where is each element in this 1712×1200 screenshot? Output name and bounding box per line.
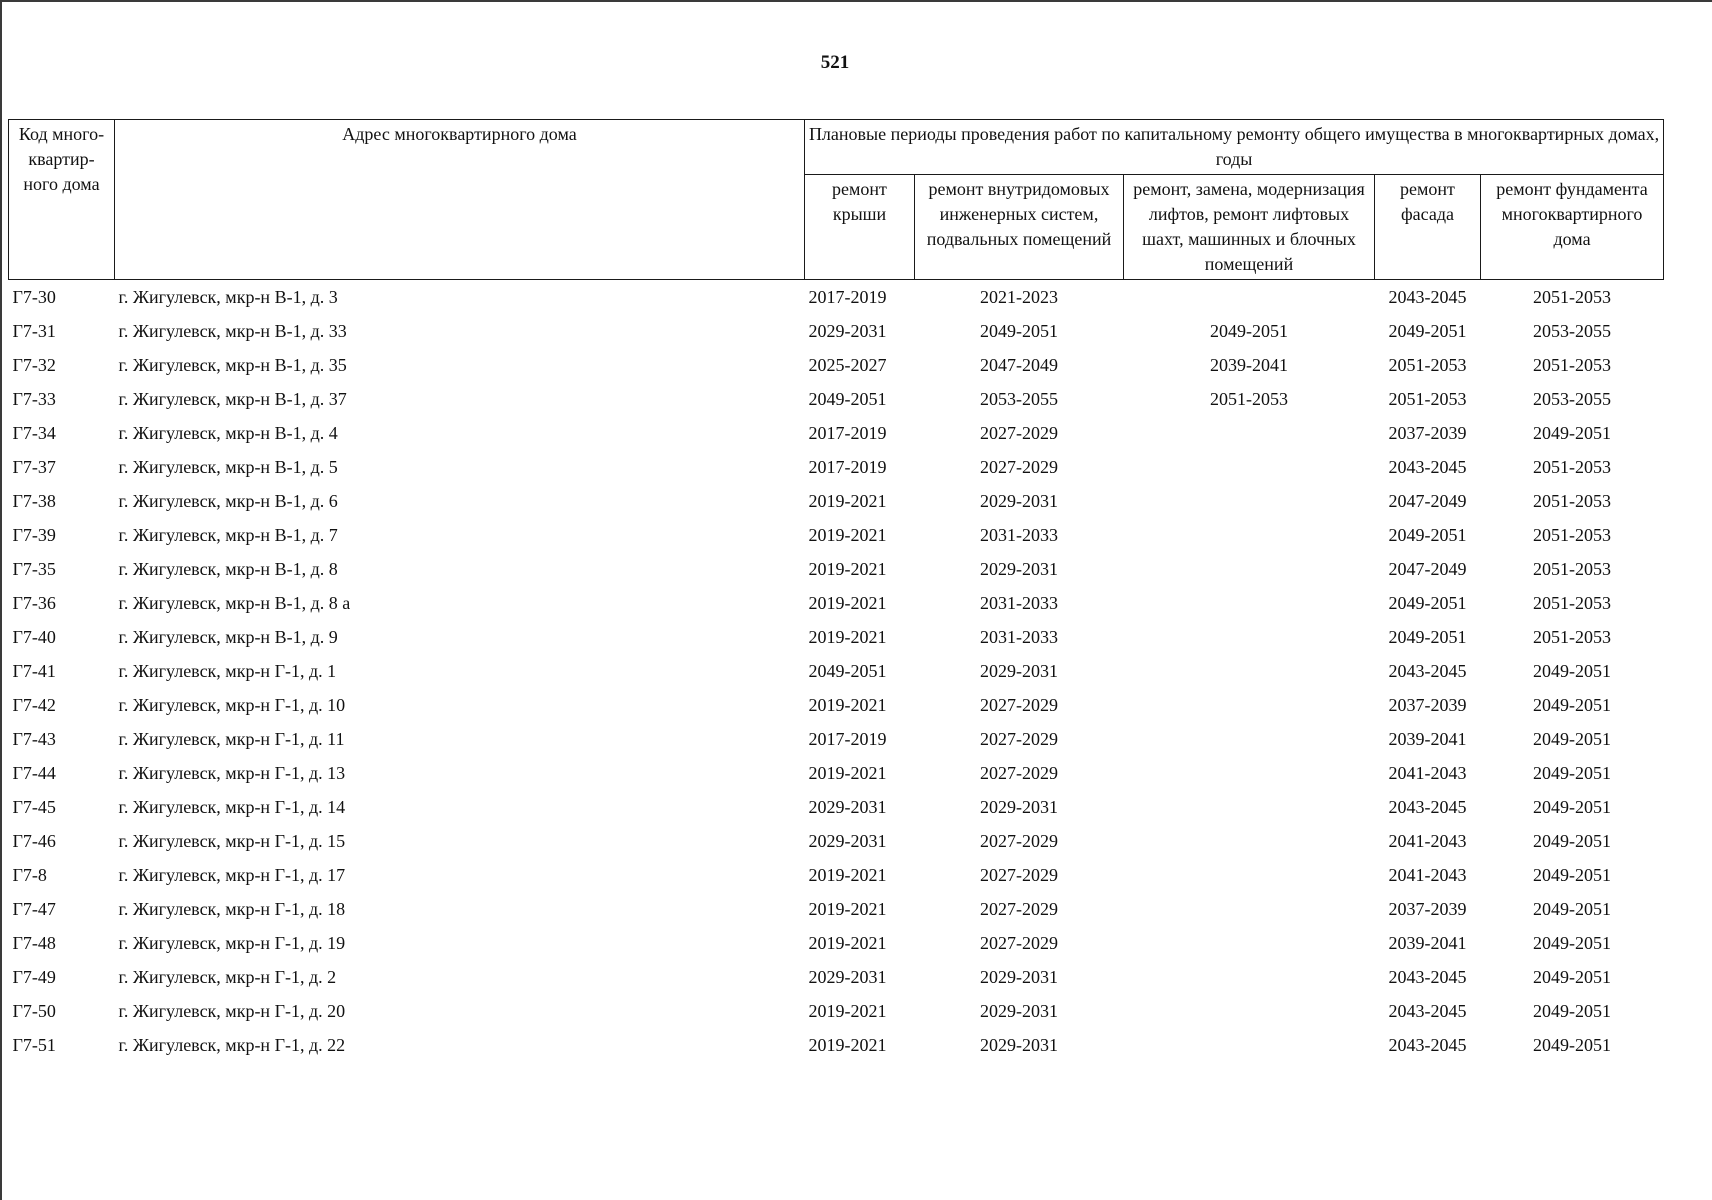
cell-roof: 2029-2031 <box>808 830 887 851</box>
cell-roof: 2017-2019 <box>808 728 887 749</box>
cell-foundation: 2049-2051 <box>1533 660 1612 681</box>
table-header <box>9 120 1664 280</box>
table-row <box>9 756 1664 790</box>
cell-address: г. Жигулевск, мкр-н В-1, д. 37 <box>118 388 347 409</box>
header-roof: ремонт крыши <box>805 175 915 280</box>
cell-systems: 2029-2031 <box>980 1000 1058 1021</box>
scan-edge-left <box>0 0 2 1200</box>
cell-systems: 2031-2033 <box>980 592 1058 613</box>
cell-systems: 2027-2029 <box>980 864 1058 885</box>
cell-systems: 2031-2033 <box>980 626 1058 647</box>
cell-address: г. Жигулевск, мкр-н В-1, д. 4 <box>118 422 338 443</box>
table-row <box>9 382 1664 416</box>
cell-foundation: 2049-2051 <box>1533 830 1612 851</box>
header-lifts: ремонт, замена, модернизация лифтов, ремонт лифтовых шахт, машинных и блочных помещений <box>1124 175 1375 280</box>
cell-systems: 2021-2023 <box>980 286 1058 307</box>
cell-facade: 2043-2045 <box>1388 966 1467 987</box>
header-address: Адрес многоквартирного дома <box>115 120 805 280</box>
cell-foundation: 2049-2051 <box>1533 728 1612 749</box>
cell-facade: 2047-2049 <box>1388 490 1467 511</box>
cell-address: г. Жигулевск, мкр-н Г-1, д. 22 <box>118 1034 346 1055</box>
cell-foundation: 2049-2051 <box>1533 932 1612 953</box>
cell-address: г. Жигулевск, мкр-н Г-1, д. 19 <box>118 932 346 953</box>
header-systems: ремонт внутридомовых инженерных систем, подвальных помещений <box>915 175 1124 280</box>
cell-lifts <box>1124 688 1375 722</box>
cell-facade: 2051-2053 <box>1388 354 1467 375</box>
cell-lifts <box>1124 484 1375 518</box>
cell-code: Г7-50 <box>12 1000 56 1021</box>
cell-foundation: 2051-2053 <box>1533 286 1612 307</box>
cell-lifts <box>1124 756 1375 790</box>
cell-foundation: 2049-2051 <box>1533 762 1612 783</box>
cell-lifts: 2051-2053 <box>1210 388 1288 409</box>
cell-code: Г7-32 <box>12 354 56 375</box>
cell-foundation: 2049-2051 <box>1533 796 1612 817</box>
cell-systems: 2029-2031 <box>980 1034 1058 1055</box>
cell-address: г. Жигулевск, мкр-н В-1, д. 7 <box>118 524 338 545</box>
table-row <box>9 688 1664 722</box>
cell-address: г. Жигулевск, мкр-н В-1, д. 8 а <box>118 592 351 613</box>
cell-facade: 2037-2039 <box>1388 422 1467 443</box>
cell-roof: 2019-2021 <box>808 490 887 511</box>
cell-foundation: 2049-2051 <box>1533 422 1612 443</box>
cell-address: г. Жигулевск, мкр-н В-1, д. 33 <box>118 320 347 341</box>
table-row <box>9 314 1664 348</box>
cell-facade: 2039-2041 <box>1388 728 1467 749</box>
cell-systems: 2027-2029 <box>980 456 1058 477</box>
capital-repair-table <box>8 119 1664 1062</box>
cell-systems: 2029-2031 <box>980 490 1058 511</box>
cell-lifts <box>1124 994 1375 1028</box>
cell-address: г. Жигулевск, мкр-н Г-1, д. 14 <box>118 796 346 817</box>
cell-code: Г7-47 <box>12 898 56 919</box>
cell-code: Г7-42 <box>12 694 56 715</box>
header-code: Код много-квартир-ного дома <box>9 120 115 280</box>
cell-code: Г7-43 <box>12 728 56 749</box>
cell-systems: 2031-2033 <box>980 524 1058 545</box>
cell-code: Г7-44 <box>12 762 56 783</box>
cell-systems: 2027-2029 <box>980 898 1058 919</box>
cell-systems: 2027-2029 <box>980 422 1058 443</box>
cell-code: Г7-37 <box>12 456 56 477</box>
table-row <box>9 722 1664 756</box>
cell-systems: 2027-2029 <box>980 932 1058 953</box>
cell-roof: 2029-2031 <box>808 796 887 817</box>
cell-foundation: 2051-2053 <box>1533 626 1612 647</box>
cell-facade: 2043-2045 <box>1388 660 1467 681</box>
table-row <box>9 620 1664 654</box>
cell-roof: 2025-2027 <box>808 354 887 375</box>
cell-code: Г7-34 <box>12 422 56 443</box>
cell-roof: 2019-2021 <box>808 558 887 579</box>
cell-lifts <box>1124 824 1375 858</box>
cell-roof: 2017-2019 <box>808 286 887 307</box>
cell-lifts <box>1124 280 1375 315</box>
table-row <box>9 824 1664 858</box>
cell-roof: 2017-2019 <box>808 456 887 477</box>
cell-facade: 2043-2045 <box>1388 1000 1467 1021</box>
cell-lifts <box>1124 654 1375 688</box>
cell-lifts <box>1124 620 1375 654</box>
cell-foundation: 2051-2053 <box>1533 524 1612 545</box>
cell-code: Г7-45 <box>12 796 56 817</box>
cell-address: г. Жигулевск, мкр-н Г-1, д. 13 <box>118 762 346 783</box>
cell-code: Г7-48 <box>12 932 56 953</box>
cell-systems: 2029-2031 <box>980 796 1058 817</box>
cell-address: г. Жигулевск, мкр-н Г-1, д. 18 <box>118 898 346 919</box>
table-row <box>9 654 1664 688</box>
cell-address: г. Жигулевск, мкр-н В-1, д. 8 <box>118 558 338 579</box>
cell-lifts: 2039-2041 <box>1210 354 1288 375</box>
cell-foundation: 2049-2051 <box>1533 694 1612 715</box>
cell-lifts <box>1124 926 1375 960</box>
cell-systems: 2027-2029 <box>980 762 1058 783</box>
cell-foundation: 2051-2053 <box>1533 354 1612 375</box>
cell-facade: 2039-2041 <box>1388 932 1467 953</box>
header-facade: ремонт фасада <box>1375 175 1481 280</box>
table-row <box>9 858 1664 892</box>
cell-code: Г7-38 <box>12 490 56 511</box>
cell-code: Г7-39 <box>12 524 56 545</box>
cell-address: г. Жигулевск, мкр-н В-1, д. 3 <box>118 286 338 307</box>
table-row <box>9 450 1664 484</box>
cell-code: Г7-49 <box>12 966 56 987</box>
cell-code: Г7-31 <box>12 320 56 341</box>
cell-roof: 2019-2021 <box>808 762 887 783</box>
cell-facade: 2049-2051 <box>1388 592 1467 613</box>
table-row <box>9 552 1664 586</box>
cell-facade: 2051-2053 <box>1388 388 1467 409</box>
cell-code: Г7-30 <box>12 286 56 307</box>
scan-edge-top <box>0 0 1712 2</box>
cell-systems: 2053-2055 <box>980 388 1058 409</box>
cell-systems: 2049-2051 <box>980 320 1058 341</box>
cell-facade: 2047-2049 <box>1388 558 1467 579</box>
cell-foundation: 2051-2053 <box>1533 456 1612 477</box>
table-row <box>9 348 1664 382</box>
cell-foundation: 2049-2051 <box>1533 864 1612 885</box>
cell-facade: 2049-2051 <box>1388 320 1467 341</box>
cell-systems: 2029-2031 <box>980 660 1058 681</box>
cell-lifts <box>1124 960 1375 994</box>
cell-foundation: 2051-2053 <box>1533 490 1612 511</box>
table-row <box>9 416 1664 450</box>
cell-facade: 2041-2043 <box>1388 762 1467 783</box>
cell-roof: 2019-2021 <box>808 524 887 545</box>
cell-foundation: 2051-2053 <box>1533 558 1612 579</box>
cell-address: г. Жигулевск, мкр-н Г-1, д. 1 <box>118 660 337 681</box>
table-row <box>9 586 1664 620</box>
cell-code: Г7-8 <box>12 864 47 885</box>
cell-address: г. Жигулевск, мкр-н В-1, д. 35 <box>118 354 347 375</box>
table-row <box>9 484 1664 518</box>
cell-roof: 2019-2021 <box>808 626 887 647</box>
cell-roof: 2017-2019 <box>808 422 887 443</box>
page-number: 521 <box>820 52 850 73</box>
cell-facade: 2041-2043 <box>1388 830 1467 851</box>
cell-address: г. Жигулевск, мкр-н Г-1, д. 17 <box>118 864 346 885</box>
cell-systems: 2047-2049 <box>980 354 1058 375</box>
cell-roof: 2049-2051 <box>808 388 887 409</box>
table-body <box>9 280 1664 1063</box>
cell-foundation: 2049-2051 <box>1533 898 1612 919</box>
cell-code: Г7-41 <box>12 660 56 681</box>
cell-facade: 2043-2045 <box>1388 796 1467 817</box>
cell-code: Г7-46 <box>12 830 56 851</box>
cell-address: г. Жигулевск, мкр-н Г-1, д. 15 <box>118 830 346 851</box>
table-row <box>9 518 1664 552</box>
cell-address: г. Жигулевск, мкр-н Г-1, д. 20 <box>118 1000 346 1021</box>
cell-roof: 2029-2031 <box>808 320 887 341</box>
cell-roof: 2019-2021 <box>808 898 887 919</box>
cell-lifts <box>1124 892 1375 926</box>
cell-foundation: 2049-2051 <box>1533 1000 1612 1021</box>
cell-facade: 2037-2039 <box>1388 898 1467 919</box>
cell-systems: 2029-2031 <box>980 558 1058 579</box>
cell-roof: 2029-2031 <box>808 966 887 987</box>
cell-foundation: 2049-2051 <box>1533 1034 1612 1055</box>
cell-roof: 2019-2021 <box>808 694 887 715</box>
cell-code: Г7-40 <box>12 626 56 647</box>
cell-systems: 2029-2031 <box>980 966 1058 987</box>
cell-roof: 2049-2051 <box>808 660 887 681</box>
cell-roof: 2019-2021 <box>808 1000 887 1021</box>
cell-code: Г7-35 <box>12 558 56 579</box>
cell-facade: 2043-2045 <box>1388 1034 1467 1055</box>
cell-lifts <box>1124 722 1375 756</box>
cell-facade: 2041-2043 <box>1388 864 1467 885</box>
cell-systems: 2027-2029 <box>980 830 1058 851</box>
cell-code: Г7-36 <box>12 592 56 613</box>
cell-facade: 2037-2039 <box>1388 694 1467 715</box>
cell-roof: 2019-2021 <box>808 864 887 885</box>
cell-lifts <box>1124 1028 1375 1062</box>
header-foundation: ремонт фундамента многоквартирного дома <box>1481 175 1664 280</box>
header-planned-periods: Плановые периоды проведения работ по капитальному ремонту общего имущества в многоквартирных домах, годы <box>805 120 1664 175</box>
cell-facade: 2043-2045 <box>1388 286 1467 307</box>
cell-facade: 2049-2051 <box>1388 626 1467 647</box>
cell-facade: 2049-2051 <box>1388 524 1467 545</box>
cell-address: г. Жигулевск, мкр-н В-1, д. 6 <box>118 490 338 511</box>
cell-address: г. Жигулевск, мкр-н В-1, д. 9 <box>118 626 338 647</box>
cell-foundation: 2053-2055 <box>1533 388 1612 409</box>
cell-roof: 2019-2021 <box>808 1034 887 1055</box>
cell-foundation: 2051-2053 <box>1533 592 1612 613</box>
table-row <box>9 892 1664 926</box>
cell-lifts: 2049-2051 <box>1210 320 1288 341</box>
cell-address: г. Жигулевск, мкр-н Г-1, д. 11 <box>118 728 345 749</box>
table-row <box>9 1028 1664 1062</box>
cell-foundation: 2049-2051 <box>1533 966 1612 987</box>
table-row <box>9 790 1664 824</box>
cell-roof: 2019-2021 <box>808 592 887 613</box>
cell-lifts <box>1124 416 1375 450</box>
cell-lifts <box>1124 450 1375 484</box>
cell-roof: 2019-2021 <box>808 932 887 953</box>
cell-facade: 2043-2045 <box>1388 456 1467 477</box>
cell-address: г. Жигулевск, мкр-н В-1, д. 5 <box>118 456 338 477</box>
cell-code: Г7-33 <box>12 388 56 409</box>
table-row <box>9 960 1664 994</box>
cell-address: г. Жигулевск, мкр-н Г-1, д. 2 <box>118 966 337 987</box>
cell-systems: 2027-2029 <box>980 694 1058 715</box>
cell-foundation: 2053-2055 <box>1533 320 1612 341</box>
table-row <box>9 280 1664 315</box>
cell-systems: 2027-2029 <box>980 728 1058 749</box>
cell-lifts <box>1124 586 1375 620</box>
cell-code: Г7-51 <box>12 1034 56 1055</box>
cell-lifts <box>1124 518 1375 552</box>
cell-lifts <box>1124 858 1375 892</box>
cell-lifts <box>1124 552 1375 586</box>
table-row <box>9 926 1664 960</box>
cell-lifts <box>1124 790 1375 824</box>
cell-address: г. Жигулевск, мкр-н Г-1, д. 10 <box>118 694 346 715</box>
table-row <box>9 994 1664 1028</box>
